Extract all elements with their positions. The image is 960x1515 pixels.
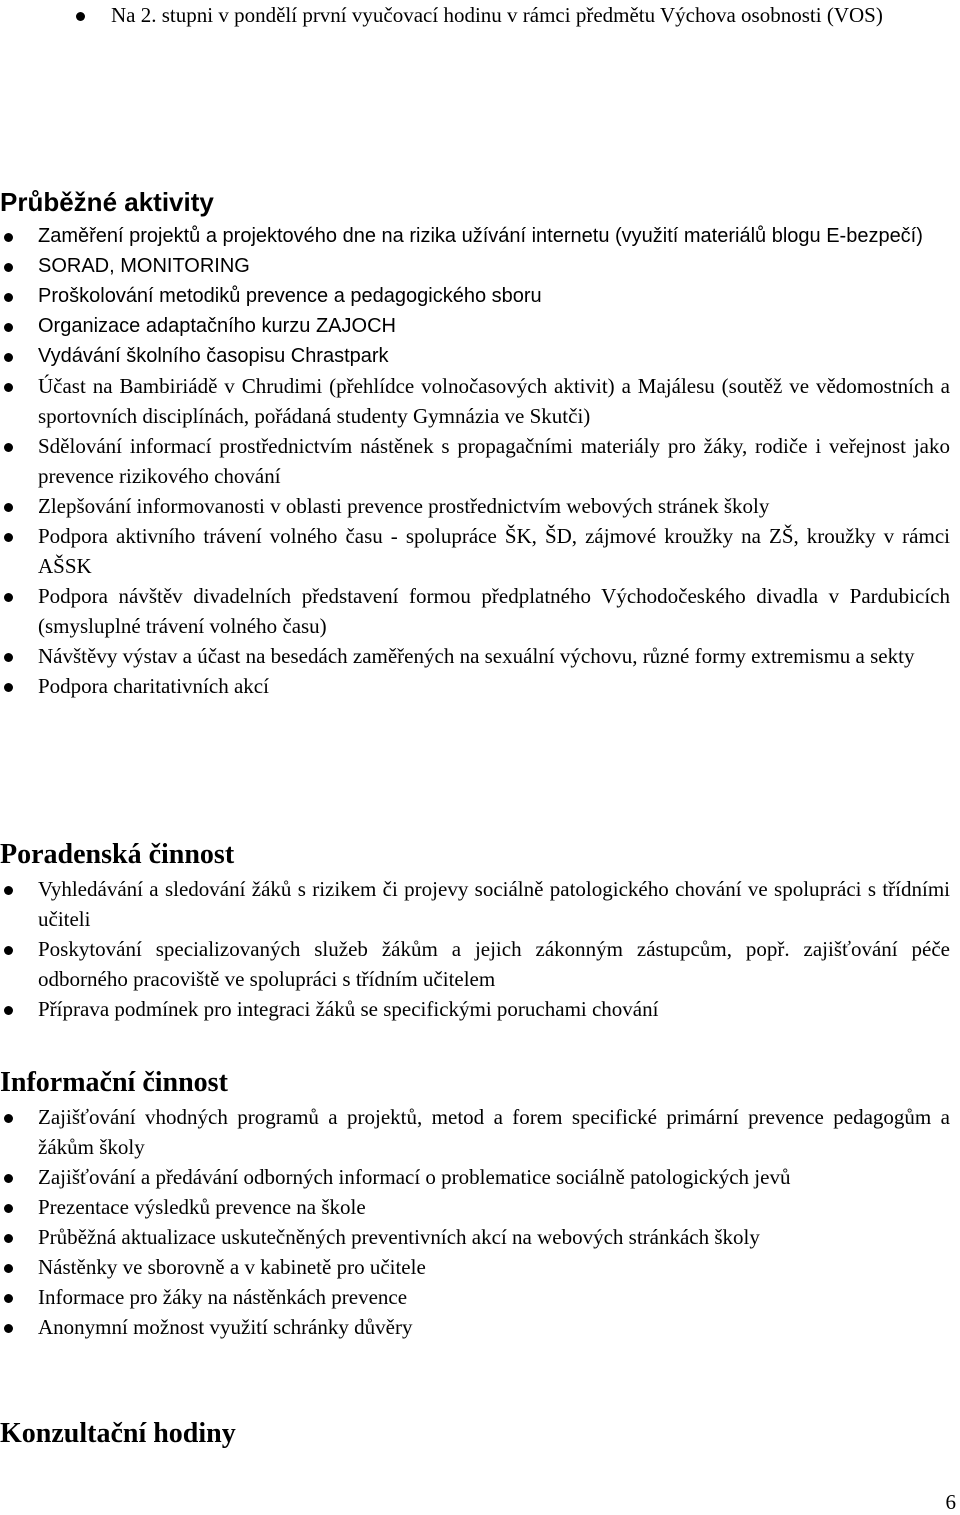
list-item xyxy=(0,874,956,934)
list-item xyxy=(0,251,956,281)
list-item-text: Informace pro žáky na nástěnkách prevence xyxy=(38,1285,408,1309)
bullet-icon xyxy=(76,12,85,21)
bullet-icon xyxy=(4,683,13,692)
intro-list xyxy=(0,0,956,30)
list-item-text: Prezentace výsledků prevence na škole xyxy=(38,1195,366,1219)
list-item xyxy=(0,1312,956,1342)
bullet-icon xyxy=(4,263,13,272)
list-item-text: Příprava podmínek pro integraci žáků se specifickými poruchami chování xyxy=(38,997,659,1021)
section-heading: Poradenská činnost xyxy=(0,839,235,870)
intro-section xyxy=(0,0,956,30)
list-item-text: Vyhledávání a sledování žáků s rizikem či projevy sociálně patologického chování ve spolupráci s třídními učiteli xyxy=(38,877,950,931)
poradenska-list xyxy=(0,874,956,1024)
bullet-icon xyxy=(4,1234,13,1243)
list-item-text: Poskytování specializovaných služeb žákům a jejich zákonným zástupcům, popř. zajišťování péče odborného pracoviště ve spolupráci s třídním učitelem xyxy=(38,937,950,991)
list-item-text: Sdělování informací prostřednictvím nástěnek s propagačními materiály pro žáky, rodiče i veřejnost jako prevence rizikového chování xyxy=(38,434,950,488)
list-item xyxy=(0,311,956,341)
section-poradenska-cinnost xyxy=(0,838,956,1024)
section-heading: Informační činnost xyxy=(0,1067,228,1098)
list-item-text: Podpora aktivního trávení volného času - spolupráce ŠK, ŠD, zájmové kroužky na ZŠ, kroužky v rámci AŠSK xyxy=(38,524,950,578)
list-item-text: Podpora charitativních akcí xyxy=(38,674,269,698)
section-informacni-cinnost xyxy=(0,1066,956,1342)
list-item xyxy=(0,341,956,371)
list-item xyxy=(0,221,956,251)
list-item-text: Nástěnky ve sborovně a v kabinetě pro učitele xyxy=(38,1255,426,1279)
section-heading: Konzultační hodiny xyxy=(0,1418,236,1449)
bullet-icon xyxy=(4,1114,13,1123)
list-item xyxy=(0,934,956,994)
list-item xyxy=(0,491,956,521)
list-item-text: Vydávání školního časopisu Chrastpark xyxy=(38,345,389,367)
list-item xyxy=(0,1282,956,1312)
list-item xyxy=(0,521,956,581)
bullet-icon xyxy=(4,653,13,662)
list-item xyxy=(0,431,956,491)
list-item-text: Zaměření projektů a projektového dne na rizika užívání internetu (využití materiálů blogu E-bezpečí) xyxy=(38,225,923,247)
list-item-text: Podpora návštěv divadelních představení formou předplatného Východočeského divadla v Pardubicích (smysluplné trávení volného času) xyxy=(38,584,950,638)
list-item xyxy=(0,1222,956,1252)
list-item-text: Účast na Bambiriádě v Chrudimi (přehlídce volnočasových aktivit) a Majálesu (soutěž ve vědomostních a sportovních disciplínách, pořádaná studenty Gymnázia ve Skutči) xyxy=(38,374,950,428)
bullet-icon xyxy=(4,443,13,452)
list-item-text: Organizace adaptačního kurzu ZAJOCH xyxy=(38,315,396,337)
bullet-icon xyxy=(4,1204,13,1213)
bullet-icon xyxy=(4,533,13,542)
bullet-icon xyxy=(4,886,13,895)
list-item xyxy=(0,581,956,641)
bullet-icon xyxy=(4,383,13,392)
list-item-text: Zlepšování informovanosti v oblasti prevence prostřednictvím webových stránek školy xyxy=(38,494,770,518)
list-item xyxy=(0,371,956,431)
list-item xyxy=(0,1252,956,1282)
list-item xyxy=(0,671,956,701)
list-item xyxy=(0,1162,956,1192)
section-prubezne-aktivity xyxy=(0,185,956,701)
list-item xyxy=(0,0,956,30)
bullet-icon xyxy=(4,323,13,332)
list-item xyxy=(0,1102,956,1162)
bullet-icon xyxy=(4,946,13,955)
list-item-text: Zajišťování vhodných programů a projektů, metod a forem specifické primární prevence pedagogům a žákům školy xyxy=(38,1105,950,1159)
bullet-icon xyxy=(4,1324,13,1333)
bullet-icon xyxy=(4,503,13,512)
list-item-text: Zajišťování a předávání odborných informací o problematice sociálně patologických jevů xyxy=(38,1165,791,1189)
bullet-icon xyxy=(4,593,13,602)
section-heading: Průběžné aktivity xyxy=(0,187,214,217)
list-item-text: Návštěvy výstav a účast na besedách zaměřených na sexuální výchovu, různé formy extremismu a sekty xyxy=(38,644,915,668)
bullet-icon xyxy=(4,1174,13,1183)
list-item-text: SORAD, MONITORING xyxy=(38,255,250,277)
list-item-text: Průběžná aktualizace uskutečněných preventivních akcí na webových stránkách školy xyxy=(38,1225,760,1249)
list-item xyxy=(0,1192,956,1222)
list-item xyxy=(0,641,956,671)
bullet-icon xyxy=(4,353,13,362)
informacni-list xyxy=(0,1102,956,1342)
bullet-icon xyxy=(4,1006,13,1015)
section-konzultacni-hodiny xyxy=(0,1417,956,1451)
bullet-icon xyxy=(4,1264,13,1273)
list-item-text: Anonymní možnost využití schránky důvěry xyxy=(38,1315,413,1339)
list-item xyxy=(0,281,956,311)
bullet-icon xyxy=(4,233,13,242)
prubezne-list xyxy=(0,221,956,701)
bullet-icon xyxy=(4,1294,13,1303)
list-item-text: Na 2. stupni v pondělí první vyučovací hodinu v rámci předmětu Výchova osobnosti (VOS) xyxy=(111,3,883,27)
list-item xyxy=(0,994,956,1024)
list-item-text: Proškolování metodiků prevence a pedagogického sboru xyxy=(38,285,542,307)
page-number: 6 xyxy=(945,1490,956,1514)
bullet-icon xyxy=(4,293,13,302)
